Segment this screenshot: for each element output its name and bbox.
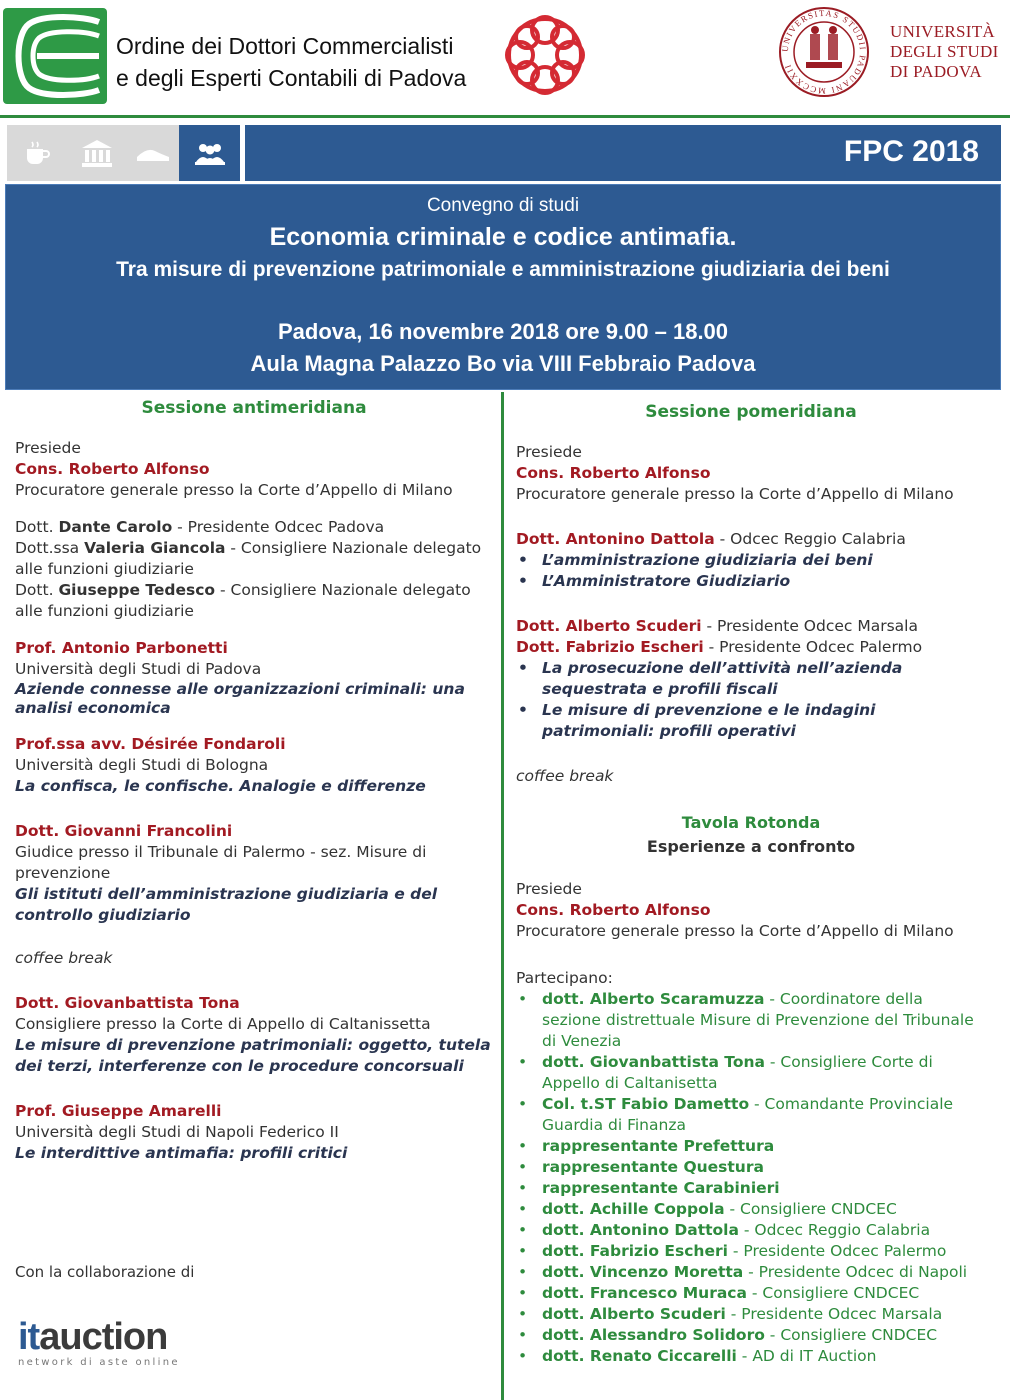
participant-item [516, 989, 986, 1052]
itauction-wordmark-it: it [18, 1316, 40, 1358]
greeting-role: - Consigliere Nazionale delegato alle funzioni giudiziarie [15, 581, 471, 620]
organization-name-line1: Ordine dei Dottori Commercialisti [116, 33, 454, 59]
participant-name: dott. Fabrizio Escheri [542, 1242, 728, 1260]
odcec-emblem-icon [3, 8, 107, 104]
greeting-item [15, 517, 493, 538]
university-seal [778, 6, 870, 98]
participant-name: rappresentante Carabinieri [542, 1179, 780, 1197]
svg-text:UNIVERSITAS STUDII PADUANI MCC [780, 8, 868, 96]
participant-name: dott. Vincenzo Moretta [542, 1263, 744, 1281]
speaker-name: Dott. Antonino Dattola [516, 530, 715, 548]
participant-item [516, 1094, 986, 1136]
participant-item [516, 1199, 986, 1220]
organization-name [116, 30, 466, 94]
event-title-block [5, 184, 1001, 390]
chair-role: Procuratore generale presso la Corte d’Appello di Milano [15, 481, 453, 499]
cndcec-logo [498, 8, 592, 102]
participant-role: - Coordinatore della sezione distrettuale Misure di Prevenzione del Tribunale di Venezia [542, 990, 974, 1050]
speaker-name: Dott. Giovanbattista Tona [15, 994, 240, 1012]
chair-name: Cons. Roberto Alfonso [15, 460, 210, 478]
speaker-entry [15, 993, 493, 1077]
speaker-name: Prof. Antonio Parbonetti [15, 639, 228, 657]
header-divider [0, 115, 1010, 118]
column-divider [501, 392, 504, 1400]
talk-title: Le misure di prevenzione patrimoniali: oggetto, tutela dei terzi, interferenze con le procedure concorsuali [15, 1036, 491, 1075]
participant-name: dott. Francesco Muraca [542, 1284, 747, 1302]
university-name-line1: UNIVERSITÀ [890, 22, 995, 41]
itauction-tagline: network di aste online [18, 1357, 180, 1368]
speaker-name: Prof. Giuseppe Amarelli [15, 1102, 222, 1120]
chair-role: Procuratore generale presso la Corte d’Appello di Milano [516, 922, 954, 940]
participant-item [516, 1283, 986, 1304]
afternoon-session-title: Sessione pomeridiana [645, 402, 857, 422]
category-icon-band [7, 125, 240, 181]
participant-role: - Consigliere CNDCEC [724, 1200, 897, 1218]
round-table-heading [516, 812, 986, 857]
participant-name: Col. t.ST Fabio Dametto [542, 1095, 750, 1113]
university-name [890, 22, 999, 82]
greeting-role: - Consigliere Nazionale delegato alle funzioni giudiziarie [15, 539, 482, 578]
participant-role: - AD di IT Auction [736, 1347, 877, 1365]
odcec-padova-logo [3, 8, 107, 104]
speaker-line [516, 529, 986, 550]
talk-title: Le interdittive antimafia: profili critici [15, 1144, 348, 1162]
itauction-wordmark-auction: auction [39, 1316, 168, 1358]
talk-title: Aziende connesse alle organizzazioni criminali: una analisi economica [15, 680, 465, 717]
greeting-name: Giuseppe Tedesco [58, 581, 216, 599]
knot-emblem-icon [498, 8, 592, 102]
participant-name: rappresentante Prefettura [542, 1137, 775, 1155]
chair-label: Presiede [516, 880, 582, 898]
institution-icon [67, 125, 127, 181]
participant-role: - Comandante Provinciale Guardia di Finanza [542, 1095, 954, 1134]
talk-title: • Le misure di prevenzione e le indagini patrimoniali: profili operativi [516, 700, 986, 742]
talk-title: • La prosecuzione dell’attività nell’azienda sequestrata e profili fiscali [516, 658, 986, 700]
event-kicker: Convegno di studi [426, 195, 580, 216]
speaker-entry [516, 616, 986, 742]
chair-name: Cons. Roberto Alfonso [516, 464, 711, 482]
event-date: Padova, 16 novembre 2018 ore 9.00 – 18.00 [277, 319, 729, 344]
participant-role: - Consigliere CNDCEC [764, 1326, 938, 1344]
speaker-entry [516, 529, 986, 592]
coffee-break: coffee break [516, 767, 614, 785]
fpc-band [245, 125, 1001, 181]
chair-role: Procuratore generale presso la Corte d’Appello di Milano [516, 485, 954, 503]
speaker-affiliation: Consigliere presso la Corte di Appello di Caltanissetta [15, 1015, 431, 1033]
university-name-line3: DI PADOVA [890, 62, 982, 81]
speaker-name: Dott. Alberto Scuderi [516, 617, 702, 635]
participant-role: - Odcec Reggio Calabria [738, 1221, 931, 1239]
round-table-title: Tavola Rotonda [681, 813, 821, 832]
itauction-logo [18, 1318, 188, 1368]
participants [516, 968, 986, 1367]
participant-role: - Presidente Odcec Marsala [725, 1305, 943, 1323]
chair-label: Presiede [516, 443, 582, 461]
fpc-label: FPC 2018 [843, 135, 979, 168]
university-name-line2: DEGLI STUDI [890, 42, 999, 61]
participant-name: dott. Renato Ciccarelli [542, 1347, 737, 1365]
speaker-entry [15, 638, 493, 718]
itauction-wordmark [18, 1318, 188, 1356]
participants-list [516, 989, 986, 1367]
talk-title: • L’Amministratore Giudiziario [516, 571, 986, 592]
speaker-role: - Presidente Odcec Marsala [701, 617, 918, 635]
talk-title: Gli istituti dell’amministrazione giudiziaria e del controllo giudiziario [15, 885, 438, 924]
coffee-break: coffee break [15, 949, 113, 967]
speaker-entry [15, 1101, 493, 1164]
participant-item [516, 1220, 986, 1241]
greeting-prefix: Dott.ssa [15, 539, 80, 557]
speaker-affiliation: Università degli Studi di Padova [15, 660, 262, 678]
participant-name: dott. Alessandro Solidoro [542, 1326, 765, 1344]
talk-list [516, 658, 986, 742]
participant-role: - Presidente Odcec di Napoli [743, 1263, 968, 1281]
event-venue: Aula Magna Palazzo Bo via VIII Febbraio Padova [250, 351, 756, 376]
morning-session-title: Sessione antimeridiana [141, 398, 367, 418]
morning-session [15, 396, 493, 1164]
participant-role: - Consigliere Corte di Appello di Caltanisetta [542, 1053, 933, 1092]
participant-name: dott. Alberto Scaramuzza [542, 990, 765, 1008]
talk-list [516, 550, 986, 592]
chair-label: Presiede [15, 439, 81, 457]
greeting-prefix: Dott. [15, 518, 54, 536]
group-icon [179, 125, 240, 181]
morning-chair [15, 438, 493, 501]
coffee-cup-icon [7, 125, 67, 181]
speaker-line [516, 616, 986, 637]
speaker-affiliation: Università degli Studi di Bologna [15, 756, 269, 774]
greeting-name: Valeria Giancola [84, 539, 226, 557]
participant-name: dott. Giovanbattista Tona [542, 1053, 765, 1071]
participant-name: dott. Alberto Scuderi [542, 1305, 726, 1323]
afternoon-chair [516, 442, 986, 505]
speaker-role: - Odcec Reggio Calabria [714, 530, 906, 548]
event-title: Economia criminale e codice antimafia. [269, 223, 737, 251]
participant-item [516, 1157, 986, 1178]
speaker-entry [15, 734, 493, 797]
shoe-icon [127, 125, 179, 181]
speaker-affiliation: Università degli Studi di Napoli Federico II [15, 1123, 339, 1141]
greeting-prefix: Dott. [15, 581, 54, 599]
participant-name: dott. Antonino Dattola [542, 1221, 739, 1239]
participant-item [516, 1346, 986, 1367]
participant-role: - Presidente Odcec Palermo [727, 1242, 947, 1260]
speaker-name: Dott. Giovanni Francolini [15, 822, 233, 840]
speaker-line [516, 637, 986, 658]
chair-name: Cons. Roberto Alfonso [516, 901, 711, 919]
participant-item [516, 1178, 986, 1199]
participant-item [516, 1325, 986, 1346]
afternoon-session [516, 400, 986, 1367]
participant-item [516, 1262, 986, 1283]
participant-name: dott. Achille Coppola [542, 1200, 725, 1218]
speaker-affiliation: Giudice presso il Tribunale di Palermo - sez. Misure di prevenzione [15, 843, 427, 882]
speaker-role: - Presidente Odcec Palermo [703, 638, 923, 656]
collaboration-label: Con la collaborazione di [15, 1263, 195, 1281]
round-table-chair [516, 879, 986, 942]
talk-title: • L’amministrazione giudiziaria dei beni [516, 550, 986, 571]
greeting-name: Dante Carolo [58, 518, 173, 536]
greeting-item [15, 580, 493, 622]
greeting-role: - Presidente Odcec Padova [172, 518, 385, 536]
participants-label: Partecipano: [516, 969, 613, 987]
greetings [15, 517, 493, 622]
participant-item [516, 1136, 986, 1157]
participant-role: - Consigliere CNDCEC [746, 1284, 920, 1302]
participant-name: rappresentante Questura [542, 1158, 764, 1176]
participant-item [516, 1241, 986, 1262]
round-table-subtitle: Esperienze a confronto [646, 837, 856, 856]
speaker-name: Dott. Fabrizio Escheri [516, 638, 704, 656]
organization-name-line2: e degli Esperti Contabili di Padova [116, 65, 467, 91]
seal-icon [778, 6, 870, 98]
greeting-item [15, 538, 493, 580]
seal-text: UNIVERSITAS STUDII PADUANI MCCXXII [779, 7, 869, 97]
talk-title: La confisca, le confische. Analogie e differenze [15, 777, 426, 795]
participant-item [516, 1304, 986, 1325]
event-subtitle: Tra misure di prevenzione patrimoniale e amministrazione giudiziaria dei beni [116, 258, 890, 281]
participant-item [516, 1052, 986, 1094]
speaker-entry [15, 821, 493, 926]
speaker-name: Prof.ssa avv. Désirée Fondaroli [15, 735, 286, 753]
